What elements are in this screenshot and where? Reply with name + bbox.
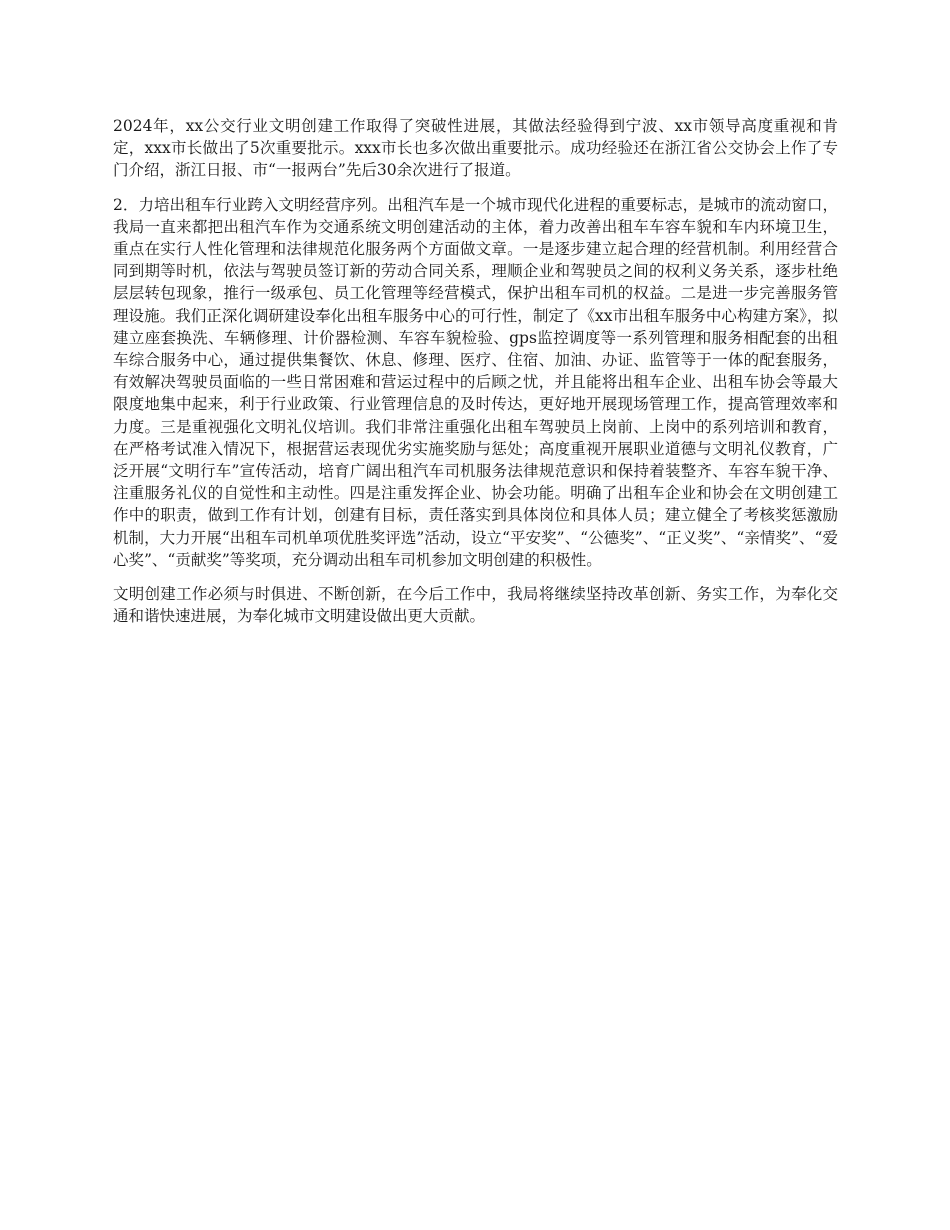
- paragraph-achievements: 2024年，xx公交行业文明创建工作取得了突破性进展，其做法经验得到宁波、xx市领导高度重视和肯定，xxx市长做出了5次重要批示。xxx市长也多次做出重要批示。成功经验还在浙江省公交协会上作了专门介绍，浙江日报、市“一报两台”先后30余次进行了报道。: [113, 117, 838, 180]
- paragraph-taxi-industry: 2．力培出租车行业跨入文明经营序列。出租汽车是一个城市现代化进程的重要标志，是城市的流动窗口，我局一直来都把出租汽车作为交通系统文明创建活动的主体，着力改善出租车车容车貌和车内环境卫生，重点在实行人性化管理和法律规范化服务两个方面做文章。一是逐步建立起合理的经营机制。利用经营合同到期等时机，依法与驾驶员签订新的劳动合同关系，理顺企业和驾驶员之间的权利义务关系，逐步杜绝层层转包现象，推行一级承包、员工化管理等经营模式，保护出租车司机的权益。二是进一步完善服务管理设施。我们正深化调研建设奉化出租车服务中心的可行性，制定了《xx市出租车服务中心构建方案》，拟建立座套换洗、车辆修理、计价器检测、车容车貌检验、gps监控调度等一系列管理和服务相配套的出租车综合服务中心，通过提供集餐饮、休息、修理、医疗、住宿、加油、办证、监管等于一体的配套服务，有效解决驾驶员面临的一些日常困难和营运过程中的后顾之忧，并且能将出租车企业、出租车协会等最大限度地集中起来，利于行业政策、行业管理信息的及时传达，更好地开展现场管理工作，提高管理效率和力度。三是重视强化文明礼仪培训。我们非常注重强化出租车驾驶员上岗前、上岗中的系列培训和教育，在严格考试准入情况下，根据营运表现优劣实施奖励与惩处；高度重视开展职业道德与文明礼仪教育，广泛开展“文明行车”宣传活动，培育广阔出租汽车司机服务法律规范意识和保持着装整齐、车容车貌干净、注重服务礼仪的自觉性和主动性。四是注重发挥企业、协会功能。明确了出租车企业和协会在文明创建工作中的职责，做到工作有计划，创建有目标，责任落实到具体岗位和具体人员；建立健全了考核奖惩激励机制，大力开展“出租车司机单项优胜奖评选”活动，设立“平安奖”、“公德奖”、“正义奖”、“亲情奖”、“爱心奖”、“贡献奖”等奖项，充分调动出租车司机参加文明创建的积极性。: [113, 195, 838, 569]
- document-body: [113, 115, 838, 639]
- paragraph-conclusion: 文明创建工作必须与时俱进、不断创新，在今后工作中，我局将继续坚持改革创新、务实工作，为奉化交通和谐快速进展，为奉化城市文明建设做出更大贡献。: [113, 585, 838, 626]
